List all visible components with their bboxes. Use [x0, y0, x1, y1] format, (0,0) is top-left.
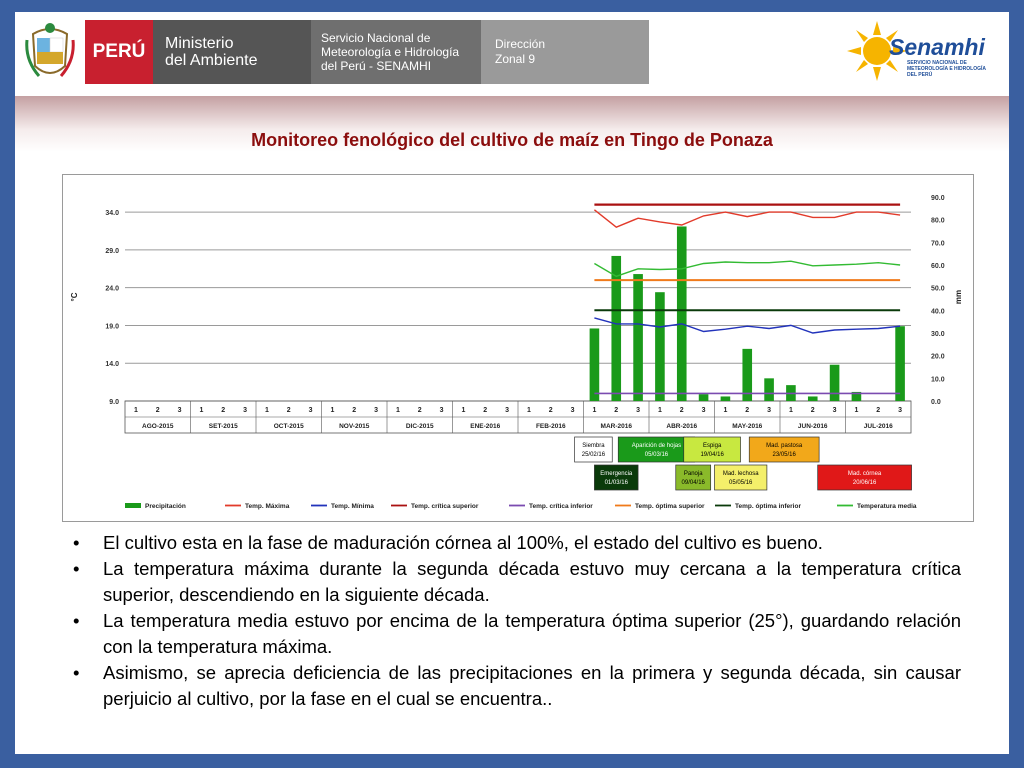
phase-date: 05/03/16	[644, 452, 669, 458]
y-right-tick-label: 50.0	[931, 285, 945, 293]
bullet-item	[73, 608, 961, 660]
header	[15, 12, 1009, 92]
precip-bar	[655, 292, 665, 401]
precip-bar	[590, 328, 600, 401]
y-right-tick-label: 80.0	[931, 217, 945, 225]
legend-label: Temp. crítica superior	[411, 503, 479, 510]
bullet-text: La temperatura media estuvo por encima de la temperatura óptima superior (25°), guardando relación con la temperatura máxima.	[103, 610, 961, 657]
x-dekad-label: 1	[526, 407, 531, 414]
x-month-label: ENE-2016	[470, 423, 501, 430]
bullet-text: Asimismo, se aprecia deficiencia de las precipitaciones en la primera y segunda década, sin causar perjuicio al cultivo, por la fase en el cual se encuentra..	[103, 662, 961, 709]
phase-date: 01/03/16	[604, 480, 628, 486]
precip-bar	[830, 365, 840, 401]
x-dekad-label: 3	[177, 407, 182, 414]
direction-line-2: Zonal 9	[495, 52, 536, 66]
y-right-tick-label: 70.0	[931, 240, 945, 248]
y-left-tick-label: 9.0	[109, 399, 119, 406]
y-left-tick-label: 34.0	[105, 210, 119, 218]
bullet-text: La temperatura máxima durante la segunda década estuvo muy cercana a la temperatura crítica superior, descendiendo en la siguiente década.	[103, 558, 961, 605]
y-right-tick-label: 10.0	[931, 376, 945, 384]
x-dekad-label: 3	[439, 407, 444, 414]
legend-label: Temp. óptima superior	[635, 503, 705, 510]
precip-bar	[895, 326, 905, 401]
x-dekad-label: 2	[221, 407, 226, 414]
senamhi-logo-text: Senamhi	[889, 34, 985, 60]
y-left-tick-label: 19.0	[105, 323, 119, 331]
x-dekad-label: 2	[548, 407, 553, 414]
precip-bar	[699, 394, 709, 401]
peru-label: PERÚ	[85, 20, 153, 84]
x-month-label: OCT-2015	[273, 423, 304, 430]
x-dekad-label: 3	[832, 407, 837, 414]
y-left-tick-label: 29.0	[105, 247, 119, 255]
x-dekad-label: 3	[767, 407, 772, 414]
direction-line-1: Dirección	[495, 37, 546, 51]
phase-box	[749, 437, 819, 462]
x-dekad-label: 1	[264, 407, 269, 414]
x-dekad-label: 3	[701, 407, 706, 414]
x-month-label: FEB-2016	[535, 423, 566, 430]
chart-container	[62, 174, 974, 522]
phase-box	[818, 465, 912, 490]
y-right-tick-label: 40.0	[931, 308, 945, 316]
phase-label: Mad. córnea	[847, 471, 882, 477]
legend-label: Precipitación	[145, 503, 186, 510]
bullet-text: El cultivo esta en la fase de maduración córnea al 100%, el estado del cultivo es bueno.	[103, 532, 823, 553]
legend-label: Temperatura media	[857, 503, 917, 510]
phase-date: 25/02/16	[581, 452, 606, 458]
phase-box	[575, 437, 613, 462]
phase-label: Emergencia	[600, 471, 633, 477]
direction-name	[481, 20, 649, 84]
y-right-tick-label: 0.0	[931, 399, 941, 406]
x-month-label: SET-2015	[208, 423, 238, 430]
x-dekad-label: 1	[199, 407, 204, 414]
phase-label: Panoja	[683, 471, 703, 477]
senamhi-logo-subtitle: SERVICIO NACIONAL DE METEOROLOGÍA E HIDROLOGÍA DEL PERÚ	[907, 60, 986, 78]
phase-label: Siembra	[582, 443, 605, 449]
x-month-label: JUN-2016	[797, 423, 828, 430]
precip-bar	[611, 256, 621, 401]
y-right-tick-label: 60.0	[931, 263, 945, 270]
x-dekad-label: 1	[330, 407, 335, 414]
legend-label: Temp. Máxima	[245, 503, 290, 510]
y-right-axis-label: mm	[954, 289, 963, 305]
slide-frame	[15, 12, 1009, 754]
x-dekad-label: 2	[614, 407, 619, 414]
x-dekad-label: 2	[417, 407, 422, 414]
service-line-1: Servicio Nacional de	[321, 31, 431, 45]
x-month-label: NOV-2015	[339, 423, 370, 430]
x-month-label: JUL-2016	[863, 423, 893, 430]
legend-swatch	[125, 503, 141, 508]
x-dekad-label: 2	[483, 407, 488, 414]
phase-box	[684, 437, 741, 462]
x-dekad-label: 1	[854, 407, 859, 414]
x-dekad-label: 1	[657, 407, 662, 414]
x-dekad-label: 1	[395, 407, 400, 414]
phase-date: 09/04/16	[681, 480, 705, 486]
phase-label: Aparición de hojas	[631, 443, 682, 449]
x-dekad-label: 3	[243, 407, 248, 414]
bullet-item	[73, 556, 961, 608]
bullet-dot: •	[73, 558, 80, 579]
service-line-3: del Perú - SENAMHI	[321, 59, 432, 73]
y-right-tick-label: 20.0	[931, 353, 945, 361]
service-line-2: Meteorología e Hidrología	[321, 45, 460, 59]
precip-bar	[721, 396, 731, 401]
bullet-item	[73, 660, 961, 712]
x-dekad-label: 2	[286, 407, 291, 414]
phenology-chart	[63, 175, 973, 521]
bullet-item	[73, 530, 961, 556]
precip-bar	[808, 396, 818, 401]
x-dekad-label: 1	[723, 407, 728, 414]
phase-date: 23/05/16	[772, 452, 796, 458]
y-left-tick-label: 14.0	[105, 361, 119, 369]
phase-label: Mad. pastosa	[766, 443, 803, 449]
x-dekad-label: 2	[352, 407, 357, 414]
y-right-tick-label: 30.0	[931, 331, 945, 338]
legend-label: Temp. óptima inferior	[735, 503, 801, 510]
page-title: Monitoreo fenológico del cultivo de maíz en Tingo de Ponaza	[251, 130, 773, 150]
phase-box	[594, 465, 638, 490]
series-line-temperatura-media	[594, 261, 900, 276]
phase-date: 05/05/16	[729, 480, 753, 486]
x-dekad-label: 1	[788, 407, 793, 414]
x-dekad-label: 1	[461, 407, 466, 414]
precip-bar	[633, 274, 643, 401]
precip-bar	[677, 226, 687, 401]
x-dekad-label: 3	[570, 407, 575, 414]
x-dekad-label: 1	[592, 407, 597, 414]
x-month-label: ABR-2016	[666, 423, 698, 430]
x-dekad-label: 2	[810, 407, 815, 414]
ministry-line-1: Ministerio	[165, 35, 234, 52]
y-left-tick-label: 24.0	[105, 285, 119, 293]
x-dekad-label: 3	[636, 407, 641, 414]
x-dekad-label: 3	[308, 407, 313, 414]
x-month-label: AGO-2015	[142, 423, 174, 430]
x-dekad-label: 3	[505, 407, 510, 414]
x-dekad-label: 2	[679, 407, 684, 414]
y-left-axis-label: °C	[70, 292, 79, 302]
x-dekad-label: 2	[155, 407, 160, 414]
legend-label: Temp. crítica inferior	[529, 503, 593, 510]
x-dekad-label: 2	[745, 407, 750, 414]
x-dekad-label: 3	[898, 407, 903, 414]
bullet-dot: •	[73, 532, 80, 553]
phase-date: 20/06/16	[852, 480, 877, 486]
phase-box	[715, 465, 767, 490]
peru-coat-of-arms-icon	[25, 20, 75, 84]
x-month-label: MAR-2016	[600, 423, 632, 430]
x-dekad-label: 2	[876, 407, 881, 414]
phase-label: Mad. lechosa	[722, 471, 759, 477]
service-name	[311, 20, 481, 84]
ministry-line-2: del Ambiente	[165, 52, 258, 69]
phase-label: Espiga	[702, 443, 722, 449]
x-dekad-label: 1	[133, 407, 138, 414]
bullet-list	[73, 530, 961, 712]
x-month-label: MAY-2016	[732, 423, 763, 430]
bullet-dot: •	[73, 610, 80, 631]
y-right-tick-label: 90.0	[931, 195, 945, 202]
x-dekad-label: 3	[374, 407, 379, 414]
phase-box	[676, 465, 711, 490]
phase-date: 19/04/16	[700, 452, 724, 458]
bullet-dot: •	[73, 662, 80, 683]
phase-box	[618, 437, 694, 462]
ministry-name	[153, 20, 311, 84]
x-month-label: DIC-2015	[405, 423, 434, 430]
legend-label: Temp. Mínima	[331, 503, 374, 510]
precip-bar	[764, 378, 774, 401]
